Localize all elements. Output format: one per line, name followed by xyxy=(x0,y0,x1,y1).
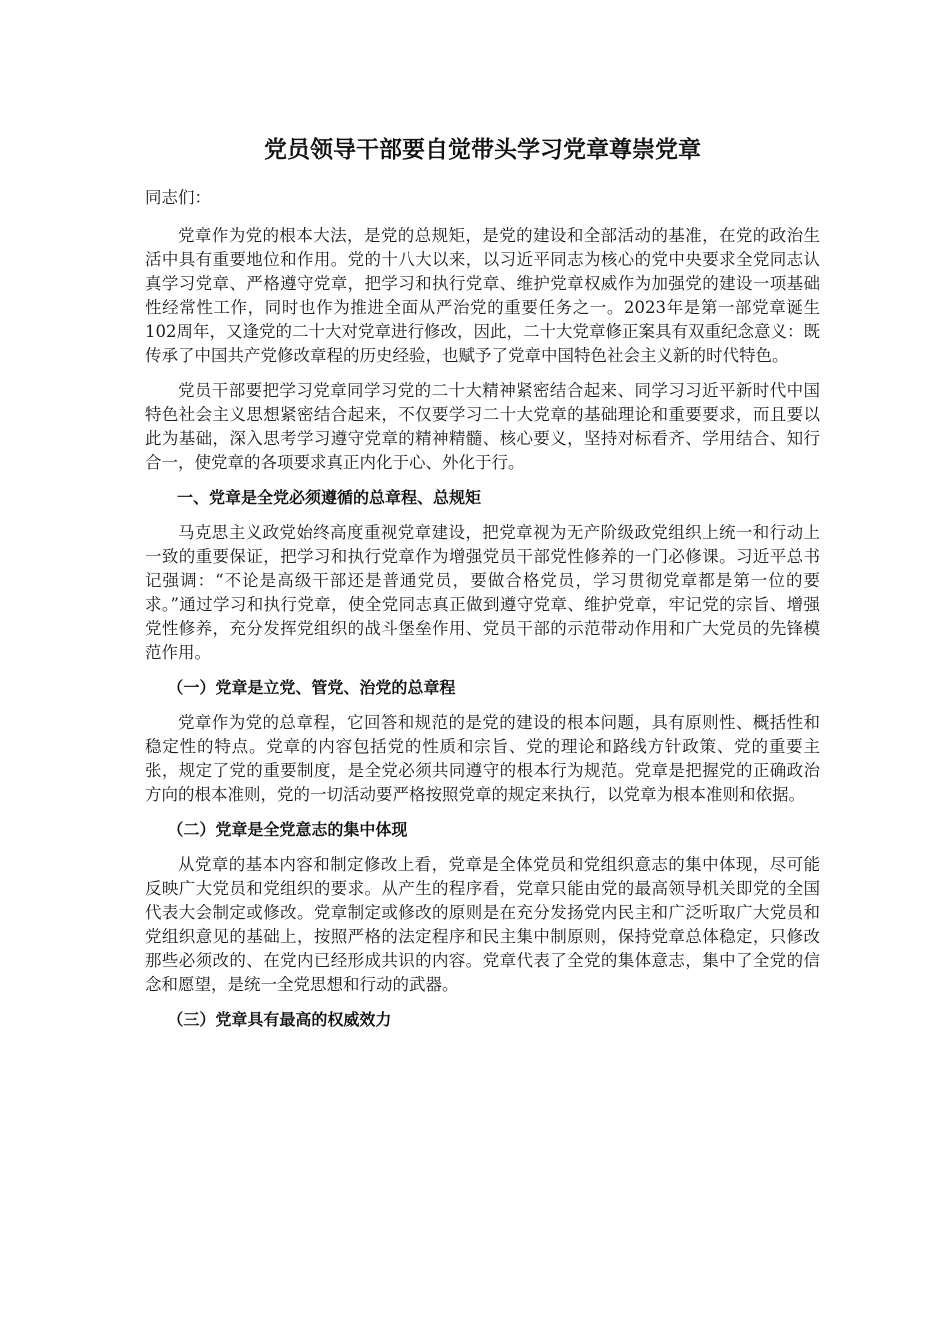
subsection-2-paragraph: 从党章的基本内容和制定修改上看，党章是全体党员和党组织意志的集中体现，尽可能反映广大党员和党组织的要求。从产生的程序看，党章只能由党的最高领导机关即党的全国代表大会制定或修改。党章制定或修改的原则是在充分发扬党内民主和广泛听取广大党员和党组织意见的基础上，按照严格的法定程序和民主集中制原则，保持党章总体稳定，只修改那些必须改的、在党内已经形成共识的内容。党章代表了全党的集体意志，集中了全党的信念和愿望，是统一全党思想和行动的武器。 xyxy=(145,855,820,994)
subsection-3-heading: （三）党章具有最高的权威效力 xyxy=(167,1010,392,1029)
section-1-heading: 一、党章是全党必须遵循的总章程、总规矩 xyxy=(177,488,482,507)
section-1-paragraph: 马克思主义政党始终高度重视党章建设，把党章视为无产阶级政党组织上统一和行动上一致的重要保证，把学习和执行党章作为增强党员干部党性修养的一门必修课。习近平总书记强调：“不论是高级干部还是普通党员，要做合格党员，学习贯彻党章都是第一位的要求。”通过学习和执行党章，使全党同志真正做到遵守党章、维护党章，牢记党的宗旨、增强党性修养，充分发挥党组织的战斗堡垒作用、党员干部的示范带动作用和广大党员的先锋模范作用。 xyxy=(145,523,820,662)
subsection-1-heading: （一）党章是立党、管党、治党的总章程 xyxy=(167,678,456,697)
salutation: 同志们： xyxy=(145,188,211,207)
document-body xyxy=(145,128,820,1043)
intro-paragraph-1: 党章作为党的根本大法，是党的总规矩，是党的建设和全部活动的基准，在党的政治生活中具有重要地位和作用。党的十八大以来，以习近平同志为核心的党中央要求全党同志认真学习党章、严格遵守党章，把学习和执行党章、维护党章权威作为加强党的建设一项基础性经常性工作，同时也作为推进全面从严治党的重要任务之一。2023年是第一部党章诞生102周年，又逢党的二十大对党章进行修改，因此，二十大党章修正案具有双重纪念意义：既传承了中国共产党修改章程的历史经验，也赋予了党章中国特色社会主义新的时代特色。 xyxy=(145,226,820,365)
document-title: 党员领导干部要自觉带头学习党章尊崇党章 xyxy=(264,137,701,163)
intro-paragraph-2: 党员干部要把学习党章同学习党的二十大精神紧密结合起来、同学习习近平新时代中国特色社会主义思想紧密结合起来，不仅要学习二十大党章的基础理论和重要要求，而且要以此为基础，深入思考学习遵守党章的精神精髓、核心要义，坚持对标看齐、学用结合、知行合一，使党章的各项要求真正内化于心、外化于行。 xyxy=(145,381,820,472)
subsection-1-paragraph: 党章作为党的总章程，它回答和规范的是党的建设的根本问题，具有原则性、概括性和稳定性的特点。党章的内容包括党的性质和宗旨、党的理论和路线方针政策、党的重要主张，规定了党的重要制度，是全党必须共同遵守的根本行为规范。党章是把握党的正确政治方向的根本准则，党的一切活动要严格按照党章的规定来执行，以党章为根本准则和依据。 xyxy=(145,713,820,804)
subsection-2-heading: （二）党章是全党意志的集中体现 xyxy=(167,820,408,839)
